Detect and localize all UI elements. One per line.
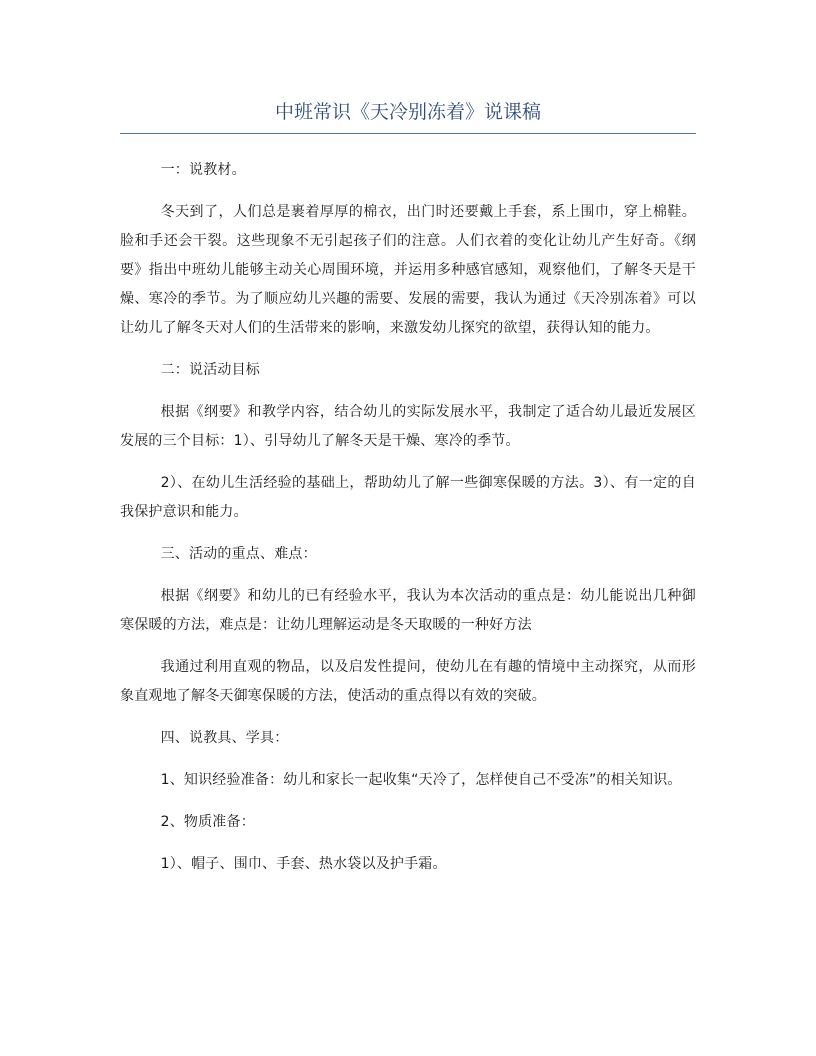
paragraph: 根据《纲要》和教学内容，结合幼儿的实际发展水平，我制定了适合幼儿最近发展区发展的三个目标：1）、引导幼儿了解冬天是干燥、寒冷的季节。 (120, 404, 696, 449)
section-heading-teaching-aids: 四、说教具、学具： (160, 730, 289, 746)
title-divider (120, 133, 696, 134)
paragraph: 2）、在幼儿生活经验的基础上，帮助幼儿了解一些御寒保暖的方法。3）、有一定的自我保护意识和能力。 (120, 475, 696, 520)
list-item: 1）、帽子、围巾、手套、热水袋以及护手霜。 (160, 856, 447, 872)
document-body (120, 156, 696, 892)
list-item: 2、物质准备： (160, 814, 255, 830)
section-heading-activity-goals: 二：说活动目标 (160, 362, 260, 378)
paragraph: 冬天到了，人们总是裹着厚厚的棉衣，出门时还要戴上手套，系上围巾，穿上棉鞋。脸和手还会干裂。这些现象不无引起孩子们的注意。人们衣着的变化让幼儿产生好奇。《纲要》指出中班幼儿能够主动关心周围环境，并运用多种感官感知，观察他们，了解冬天是干燥、寒冷的季节。为了顺应幼儿兴趣的需要、发展的需要，我认为通过《天冷别冻着》可以让幼儿了解冬天对人们的生活带来的影响，来激发幼儿探究的欲望，获得认知的能力。 (120, 204, 696, 336)
document-title: 中班常识《天冷别冻着》说课稿 (274, 101, 541, 123)
section-heading-key-points: 三、活动的重点、难点： (160, 546, 317, 562)
section-heading-teaching-material: 一：说教材。 (160, 162, 246, 178)
paragraph: 我通过利用直观的物品，以及启发性提问，使幼儿在有趣的情境中主动探究，从而形象直观地了解冬天御寒保暖的方法，使活动的重点得以有效的突破。 (120, 659, 696, 704)
paragraph: 根据《纲要》和幼儿的已有经验水平，我认为本次活动的重点是：幼儿能说出几种御寒保暖的方法，难点是：让幼儿理解运动是冬天取暖的一种好方法 (120, 588, 696, 633)
list-item: 1、知识经验准备：幼儿和家长一起收集“天冷了，怎样使自己不受冻”的相关知识。 (160, 772, 682, 788)
